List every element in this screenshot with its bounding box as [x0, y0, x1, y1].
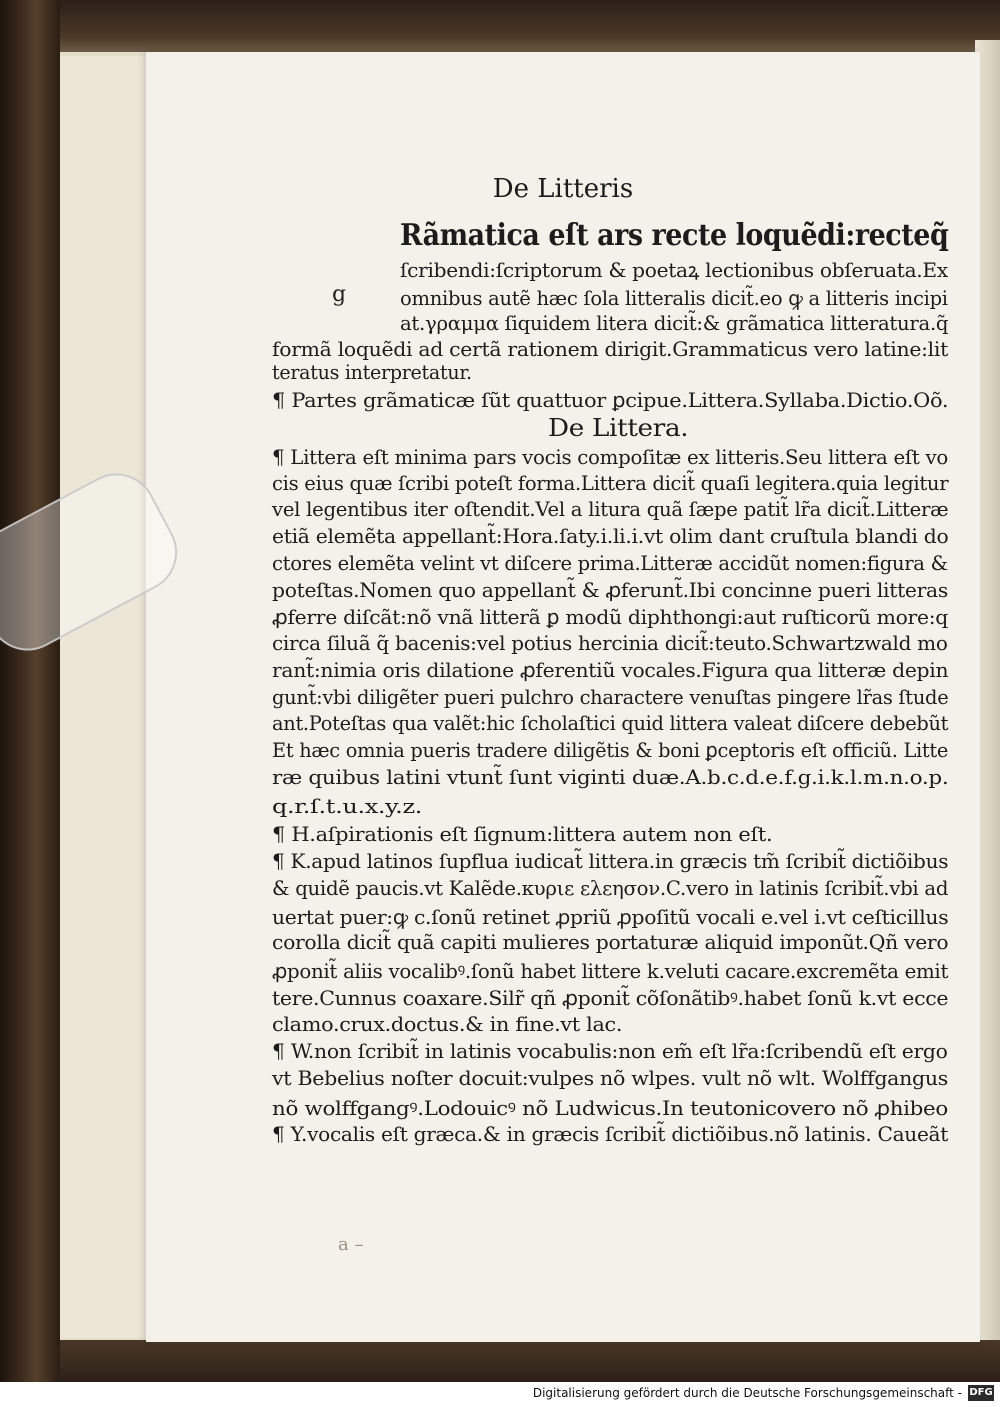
text-line: vel legentibus iter oſtendit.Vel a litura quã ſæpe patit̃ lr̃a dicit̃.Litteræ — [272, 497, 949, 521]
text-line: ræ quibus latini vtunt̃ ſunt viginti duæ.A.b.c.d.e.f.g.i.k.l.m.n.o.p. — [272, 765, 949, 789]
text-line: at.γραμμα ſiquidem litera dicit̃:& grãmatica litteratura.q̃ — [400, 311, 949, 335]
text-line: cis eius quæ ſcribi poteſt forma.Littera dicit̃ quaſi legitera.quia legitur — [272, 471, 949, 495]
text-line: ꝓferre diſcãt:nõ vnã litterã ꝑ modũ diphthongi:aut ruſticorũ more:q — [272, 605, 948, 629]
text-line: nõ wolffgangꝰ.Lodouicꝰ nõ Ludwicus.In teutonicovero nõ ꝓhibeo — [272, 1096, 948, 1120]
book-binding — [0, 0, 60, 1382]
text-line: formã loquẽdi ad certã rationem dirigit.Grammaticus vero latine:lit — [272, 337, 949, 361]
funding-notice: Digitalisierung gefördert durch die Deutsche Forschungsgemeinschaft - — [532, 1386, 962, 1400]
text-line: rant̃:nimia oris dilatione ꝓferentiũ vocales.Figura qua litteræ depin — [272, 658, 949, 682]
text-line: ¶ H.aſpirationis eſt ſignum:littera autem non eſt. — [272, 822, 773, 846]
text-line: teratus interpretatur. — [272, 360, 472, 384]
text-line: ant.Poteſtas qua valẽt:hic ſcholaſtici quid littera valeat diſcere debebũt — [272, 711, 949, 735]
signature-mark: a – — [338, 1234, 364, 1255]
text-line: ſcribendi:ſcriptorum & poetaꝝ lectionibus obſeruata.Ex — [400, 258, 948, 282]
text-line: De Littera. — [548, 414, 689, 442]
text-line: poteſtas.Nomen quo appellant̃ & ꝓferunt̃.Ibi concinne pueri litteras — [272, 578, 948, 602]
text-line: etiã elemẽta appellant̃:Hora.ſaty.i.li.i.vt olim dant cruſtula blandi do — [272, 524, 949, 548]
text-line: & quidẽ paucis.vt Kalẽde.κυριε ελεησον.C.vero in latinis ſcribit̃.vbi ad — [272, 876, 949, 900]
text-line: ¶ Y.vocalis eſt græca.& in græcis ſcribit̃ dictiõibus.nõ latinis. Caueãt — [272, 1122, 949, 1146]
text-line: circa ſiluã q̃ bacenis:vel potius hercinia dicit̃:teuto.Schwartzwald mo — [272, 631, 948, 655]
text-line: gunt̃:vbi diligẽter pueri pulchro charactere venuſtas pingere lr̃as ſtude — [272, 685, 949, 709]
text-line: ¶ K.apud latinos ſupflua iudicat̃ littera.in græcis tm̃ ſcribit̃ dictiõibus — [272, 849, 949, 873]
text-line: ¶ W.non ſcribit̃ in latinis vocabulis:non em̃ eſt lr̃a:ſcribendũ eſt ergo — [272, 1039, 948, 1063]
text-line: Et hæc omnia pueris tradere diligẽtis & boni ꝑceptoris eſt officiũ. Litte — [272, 738, 949, 762]
text-line: ctores elemẽta velint vt diſcere prima.Litteræ accidũt nomen:figura & — [272, 551, 948, 575]
text-line: omnibus autẽ hæc ſola litteralis dicit̃.eo ꝙ a litteris incipi — [400, 286, 948, 310]
text-line: tere.Cunnus coaxare.Silr̃ qñ ꝓponit̃ cõſonãtibꝰ.habet ſonũ k.vt ecce — [272, 986, 949, 1010]
text-line: Rãmatica eſt ars recte loquẽdi:recteq̃ — [400, 218, 949, 253]
text-line: ¶ Partes grãmaticæ ſũt quattuor ꝑcipue.Littera.Syllaba.Dictio.Oõ. — [272, 388, 949, 412]
text-line: vt Bebelius noſter docuit:vulpes nõ wlpes. vult nõ wlt. Wolffgangus — [272, 1066, 949, 1090]
text-line: ¶ Littera eſt minima pars vocis compoſitæ ex litteris.Seu littera eſt vo — [272, 445, 948, 469]
text-line: q.r.ſ.t.u.x.y.z. — [272, 794, 423, 818]
marginal-note: g — [332, 282, 347, 307]
text-line: corolla dicit̃ quã capiti mulieres portaturæ aliquid imponũt.Qñ vero — [272, 930, 949, 954]
text-line: uertat puer:ꝙ c.ſonũ retinet ꝓpriũ ꝓpoſitũ vocali e.vel i.vt ceſticillus — [272, 905, 949, 929]
page-title: De Litteris — [492, 174, 634, 204]
text-line: ꝓponit̃ aliis vocalibꝰ.ſonũ habet littere k.veluti cacare.excremẽta emit — [272, 959, 949, 983]
dfg-logo: DFG — [968, 1385, 994, 1401]
text-line: clamo.crux.doctus.& in fine.vt lac. — [272, 1012, 623, 1036]
cover-board-bottom — [40, 1340, 1000, 1382]
footer-bar — [0, 1382, 1000, 1407]
cover-board-top — [40, 0, 1000, 52]
